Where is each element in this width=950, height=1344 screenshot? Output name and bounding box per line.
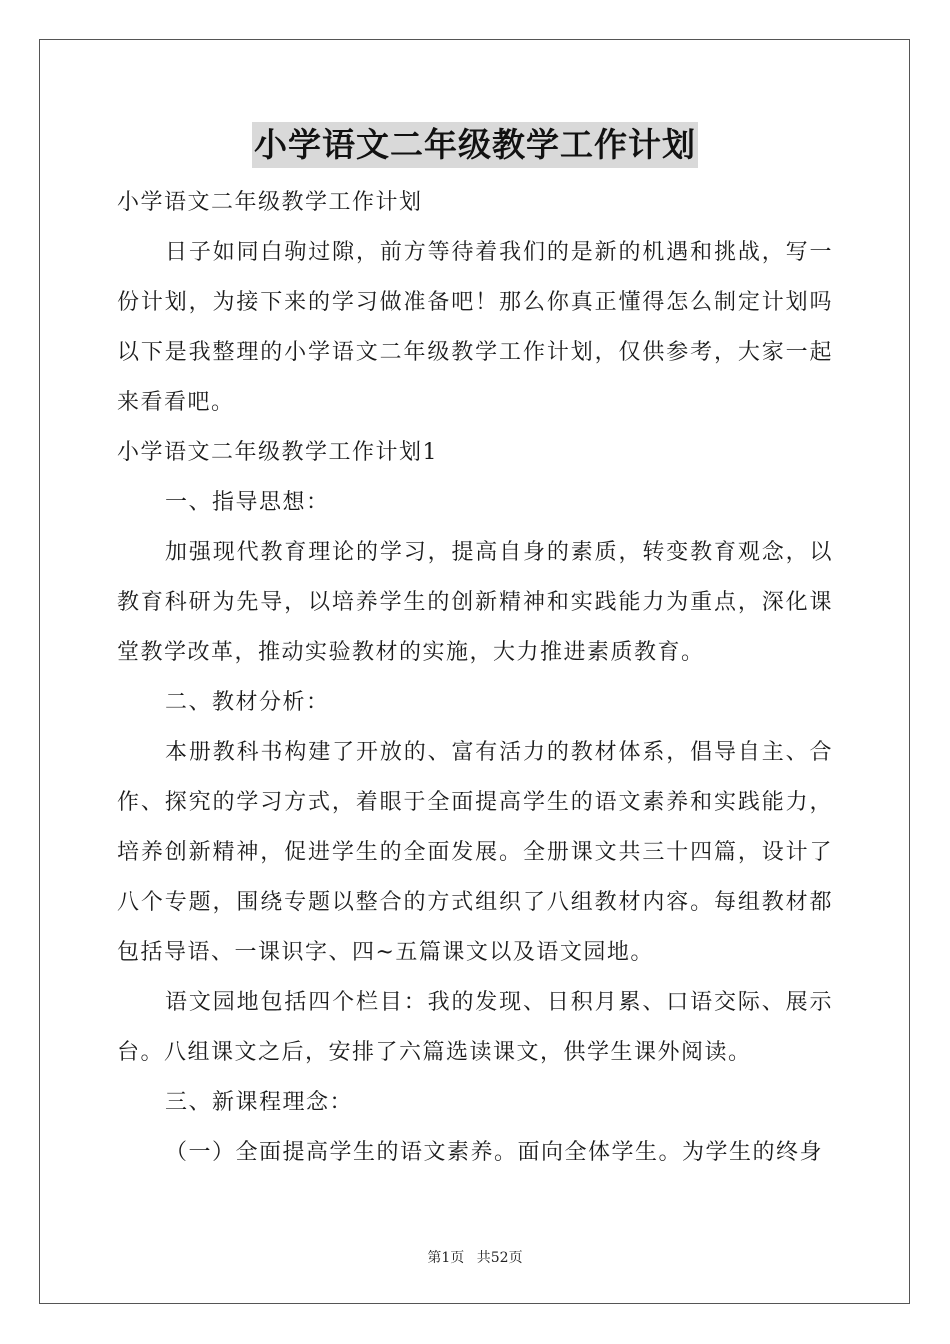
heading-guiding-ideology: 一、指导思想： [165,490,330,515]
heading-new-curriculum: 三、新课程理念： [165,1090,354,1115]
page-number: 第1页 [427,1250,465,1266]
section-title: 小学语文二年级教学工作计划1 [117,440,438,465]
document-subtitle: 小学语文二年级教学工作计划 [117,190,423,215]
title-container [117,122,833,172]
document-body [117,122,833,1178]
document-title: 小学语文二年级教学工作计划 [252,122,698,168]
paragraph-new-curriculum: （一）全面提高学生的语文素养。面向全体学生。为学生的终身 [165,1140,824,1165]
paragraph-language-garden: 语文园地包括四个栏目：我的发现、日积月累、口语交际、展示台。八组课文之后，安排了六篇选读课文，供学生课外阅读。 [117,990,833,1065]
page-total: 共52页 [476,1250,523,1266]
page-footer [0,1247,950,1267]
intro-paragraph: 日子如同白驹过隙，前方等待着我们的是新的机遇和挑战，写一份计划，为接下来的学习做准备吧！那么你真正懂得怎么制定计划吗以下是我整理的小学语文二年级教学工作计划，仅供参考，大家一起来看看吧。 [117,240,833,415]
heading-textbook-analysis: 二、教材分析： [165,690,330,715]
paragraph-guiding-ideology: 加强现代教育理论的学习，提高自身的素质，转变教育观念，以教育科研为先导，以培养学生的创新精神和实践能力为重点，深化课堂教学改革，推动实验教材的实施，大力推进素质教育。 [117,540,833,665]
paragraph-textbook-analysis: 本册教科书构建了开放的、富有活力的教材体系，倡导自主、合作、探究的学习方式，着眼于全面提高学生的语文素养和实践能力，培养创新精神，促进学生的全面发展。全册课文共三十四篇，设计了八个专题，围绕专题以整合的方式组织了八组教材内容。每组教材都包括导语、一课识字、四~五篇课文以及语文园地。 [117,740,833,965]
